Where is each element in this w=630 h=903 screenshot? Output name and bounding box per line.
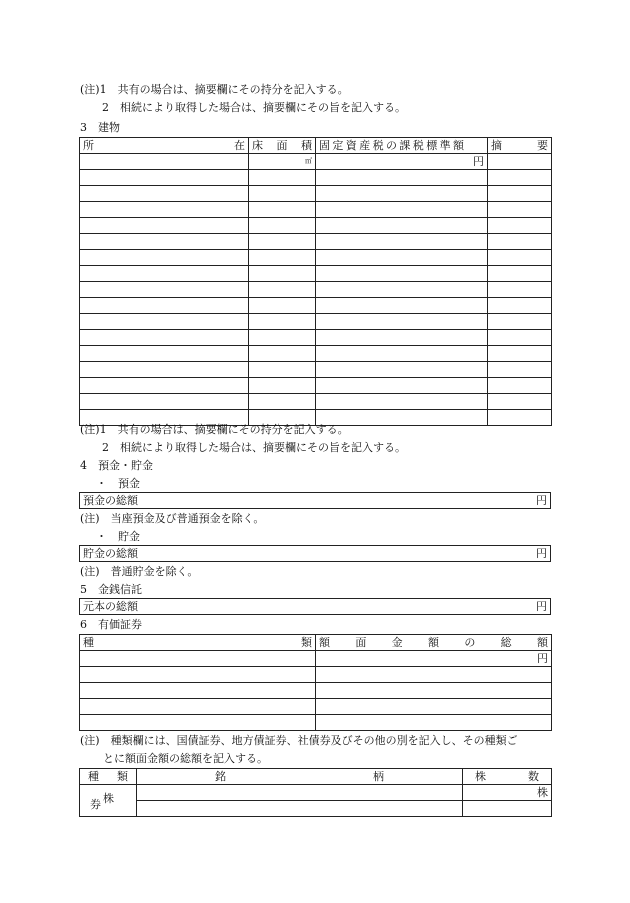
building-row — [80, 186, 552, 202]
building-row — [80, 202, 552, 218]
input-remarks[interactable] — [488, 266, 552, 282]
input-location[interactable] — [80, 266, 249, 282]
input-floor-area[interactable] — [249, 298, 316, 314]
input-location[interactable] — [80, 250, 249, 266]
building-row — [80, 234, 552, 250]
input-tax-base[interactable] — [316, 314, 488, 330]
input-tax-base[interactable] — [316, 330, 488, 346]
input-tax-base[interactable] — [316, 202, 488, 218]
input-location[interactable] — [80, 170, 249, 186]
input-remarks[interactable] — [488, 378, 552, 394]
stock-row — [80, 801, 552, 817]
input-brand[interactable] — [137, 785, 463, 801]
input-tax-base[interactable] — [316, 394, 488, 410]
input-face-total[interactable] — [316, 651, 552, 667]
input-remarks[interactable] — [488, 394, 552, 410]
securities-row — [80, 683, 552, 699]
building-row — [80, 218, 552, 234]
unit-shares: 株 — [537, 786, 548, 799]
stock-row — [80, 785, 552, 801]
input-tax-base[interactable] — [316, 298, 488, 314]
input-kind[interactable] — [80, 651, 316, 667]
deposit-total-field[interactable]: 預金の総額 円 — [80, 493, 551, 509]
input-remarks[interactable] — [488, 186, 552, 202]
input-kind[interactable] — [80, 667, 316, 683]
input-location[interactable] — [80, 282, 249, 298]
securities-heading: 6 有価証券 — [80, 618, 142, 631]
input-tax-base[interactable] — [316, 362, 488, 378]
note-savings: (注) 普通貯金を除く。 — [80, 565, 199, 578]
input-floor-area[interactable] — [249, 266, 316, 282]
input-location[interactable] — [80, 202, 249, 218]
input-kind[interactable] — [80, 683, 316, 699]
securities-row — [80, 667, 552, 683]
input-tax-base[interactable] — [316, 250, 488, 266]
note-deposit: (注) 当座預金及び普通預金を除く。 — [80, 512, 265, 525]
input-tax-base[interactable] — [316, 266, 488, 282]
input-remarks[interactable] — [488, 410, 552, 426]
input-floor-area[interactable] — [249, 202, 316, 218]
building-table — [79, 137, 552, 426]
header-remarks: 摘 要 — [488, 138, 552, 154]
header-stock-kind: 種 類 — [80, 769, 137, 785]
securities-row — [80, 651, 552, 667]
securities-row — [80, 699, 552, 715]
building-row — [80, 378, 552, 394]
header-location: 所 在 — [80, 138, 249, 154]
input-remarks[interactable] — [488, 202, 552, 218]
building-row — [80, 250, 552, 266]
note-securities-line1: (注) 種類欄には、国債証券、地方債証券、社債券及びその他の別を記入し、その種類ご — [80, 734, 518, 747]
input-location[interactable] — [80, 234, 249, 250]
trust-heading: 5 金銭信託 — [80, 583, 142, 596]
input-floor-area[interactable] — [249, 330, 316, 346]
input-floor-area[interactable] — [249, 218, 316, 234]
input-floor-area[interactable] — [249, 394, 316, 410]
input-tax-base[interactable] — [316, 170, 488, 186]
note-building-2: 2 相続により取得した場合は、摘要欄にその旨を記入する。 — [102, 441, 406, 454]
building-row — [80, 362, 552, 378]
input-floor-area[interactable] — [249, 378, 316, 394]
note-building-1: (注)1 共有の場合は、摘要欄にその持分を記入する。 — [80, 423, 349, 436]
building-row — [80, 266, 552, 282]
input-floor-area[interactable] — [249, 250, 316, 266]
unit-yen: 円 — [537, 652, 548, 665]
building-header-row — [80, 138, 552, 154]
input-floor-area[interactable] — [249, 186, 316, 202]
input-remarks[interactable] — [488, 154, 552, 170]
deposits-sub-savings: ・ 貯金 — [96, 530, 140, 543]
securities-header-row — [80, 635, 552, 651]
deposit-total-table — [79, 492, 551, 509]
input-remarks[interactable] — [488, 298, 552, 314]
building-row — [80, 330, 552, 346]
input-tax-base[interactable] — [316, 378, 488, 394]
input-tax-base[interactable] — [316, 218, 488, 234]
note-land-1: (注)1 共有の場合は、摘要欄にその持分を記入する。 — [80, 83, 349, 96]
input-kind[interactable] — [80, 715, 316, 731]
input-location[interactable] — [80, 314, 249, 330]
input-remarks[interactable] — [488, 314, 552, 330]
input-floor-area[interactable] — [249, 314, 316, 330]
input-floor-area[interactable] — [249, 346, 316, 362]
header-count: 株 数 — [463, 769, 552, 785]
input-location[interactable] — [80, 394, 249, 410]
unit-yen: 円 — [473, 155, 484, 168]
savings-total-table — [79, 545, 551, 562]
input-location[interactable] — [80, 186, 249, 202]
input-face-total[interactable] — [316, 667, 552, 683]
input-tax-base[interactable] — [316, 282, 488, 298]
trust-total-table — [79, 598, 551, 615]
building-row — [80, 298, 552, 314]
securities-row — [80, 715, 552, 731]
input-location[interactable] — [80, 330, 249, 346]
header-kind: 種 類 — [80, 635, 316, 651]
input-tax-base[interactable] — [316, 346, 488, 362]
stock-kind-cell — [80, 785, 137, 817]
input-tax-base[interactable] — [316, 186, 488, 202]
input-location[interactable] — [80, 362, 249, 378]
input-remarks[interactable] — [488, 346, 552, 362]
input-floor-area[interactable] — [249, 282, 316, 298]
input-count[interactable] — [463, 785, 552, 801]
securities-table — [79, 634, 552, 731]
input-remarks[interactable] — [488, 218, 552, 234]
stock-kind-label-b: 株 — [103, 792, 114, 805]
deposits-heading: 4 預金・貯金 — [80, 459, 153, 472]
building-row — [80, 314, 552, 330]
stock-table — [79, 768, 552, 817]
input-brand[interactable] — [137, 801, 463, 817]
header-floor-area: 床 面 積 — [249, 138, 316, 154]
deposits-sub-deposit: ・ 預金 — [96, 477, 140, 490]
building-row — [80, 346, 552, 362]
note-land-2: 2 相続により取得した場合は、摘要欄にその旨を記入する。 — [102, 101, 406, 114]
input-face-total[interactable] — [316, 683, 552, 699]
header-tax-base: 固定資産税の課税標準額 — [316, 138, 488, 154]
principal-total-field[interactable]: 元本の総額 円 — [80, 599, 551, 615]
savings-total-field[interactable]: 貯金の総額 円 — [80, 546, 551, 562]
building-row — [80, 394, 552, 410]
input-floor-area[interactable] — [249, 234, 316, 250]
header-face-total: 額 面 金 額 の 総 額 — [316, 635, 552, 651]
input-remarks[interactable] — [488, 250, 552, 266]
input-tax-base[interactable] — [316, 234, 488, 250]
input-location[interactable] — [80, 346, 249, 362]
input-remarks[interactable] — [488, 362, 552, 378]
unit-area: ㎡ — [305, 157, 312, 165]
input-floor-area[interactable] — [249, 170, 316, 186]
input-kind[interactable] — [80, 699, 316, 715]
note-securities-line2: とに額面金額の総額を記入する。 — [103, 752, 268, 765]
building-heading: 3 建物 — [80, 121, 120, 134]
input-location[interactable] — [80, 154, 249, 170]
input-location[interactable] — [80, 298, 249, 314]
input-floor-area[interactable] — [249, 154, 316, 170]
input-floor-area[interactable] — [249, 362, 316, 378]
input-remarks[interactable] — [488, 234, 552, 250]
input-remarks[interactable] — [488, 170, 552, 186]
building-row — [80, 154, 552, 170]
input-count[interactable] — [463, 801, 552, 817]
input-face-total[interactable] — [316, 715, 552, 731]
stock-kind-label-a: 券 — [90, 798, 101, 811]
input-tax-base[interactable] — [316, 154, 488, 170]
stock-header-row — [80, 769, 552, 785]
header-brand: 銘 柄 — [137, 769, 463, 785]
input-location[interactable] — [80, 378, 249, 394]
input-location[interactable] — [80, 218, 249, 234]
input-remarks[interactable] — [488, 330, 552, 346]
building-row — [80, 282, 552, 298]
input-face-total[interactable] — [316, 699, 552, 715]
building-row — [80, 170, 552, 186]
input-remarks[interactable] — [488, 282, 552, 298]
